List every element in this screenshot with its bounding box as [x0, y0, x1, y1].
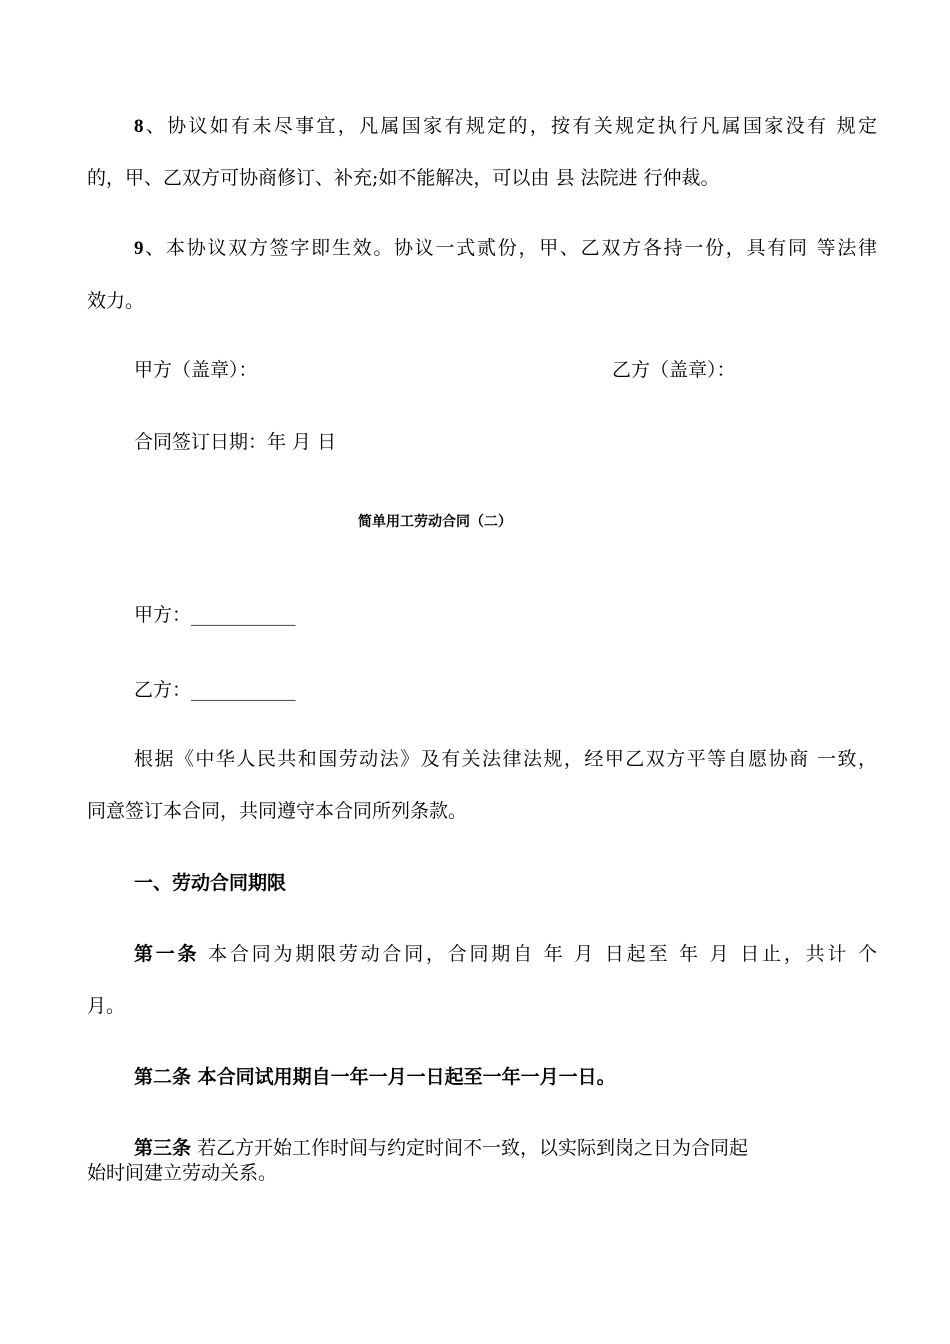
- preamble-line-1: 根据《中华人民共和国劳动法》及有关法律法规，经甲乙双方平等自愿协商 一致，: [134, 748, 877, 770]
- article-3-label: 第三条: [134, 1137, 192, 1159]
- clause-9-number: 9: [134, 238, 144, 259]
- clause-9-text: 、本协议双方签字即生效。协议一式贰份，甲、乙双方各持一份，具有同 等法律: [143, 237, 877, 259]
- contract-2-party-b: 乙方：___________: [134, 679, 296, 701]
- article-1-line-1: [134, 941, 877, 967]
- preamble-line-2: 同意签订本合同，共同遵守本合同所列条款。: [87, 800, 468, 822]
- section-1-heading: 一、劳动合同期限: [134, 872, 287, 894]
- article-3-text: 若乙方开始工作时间与约定时间不一致，以实际到岗之日为合同起: [191, 1137, 749, 1159]
- article-1-label: 第一条: [134, 943, 200, 965]
- clause-9-line-2: 效力。: [87, 290, 145, 312]
- clause-8-line-2: 的，甲、乙双方可协商修订、补充;如不能解决，可以由 县 法院进 行仲裁。: [87, 167, 720, 189]
- article-3-line-1: [134, 1135, 877, 1161]
- signature-party-b: 乙方（盖章）：: [612, 359, 736, 381]
- signature-party-a: 甲方（盖章）：: [134, 359, 258, 381]
- article-2: 第二条 本合同试用期自一年一月一日起至一年一月一日。: [134, 1066, 616, 1088]
- article-1-line-2: 月。: [87, 995, 126, 1017]
- article-3-line-2: 始时间建立劳动关系。: [87, 1162, 278, 1184]
- sign-date: 合同签订日期：年 月 日: [134, 431, 337, 453]
- contract-2-party-a: 甲方：___________: [134, 604, 296, 626]
- clause-9-line-1: [134, 235, 877, 262]
- clause-8-line-1: [134, 113, 877, 140]
- clause-8-text: 、协议如有未尽事宜，凡属国家有规定的，按有关规定执行凡属国家没有 规定: [143, 115, 877, 137]
- article-1-text: 本合同为期限劳动合同，合同期自 年 月 日起至 年 月 日止，共计 个: [199, 943, 877, 965]
- contract-2-title: 简单用工劳动合同（二）: [358, 514, 512, 530]
- clause-8-number: 8: [134, 116, 144, 137]
